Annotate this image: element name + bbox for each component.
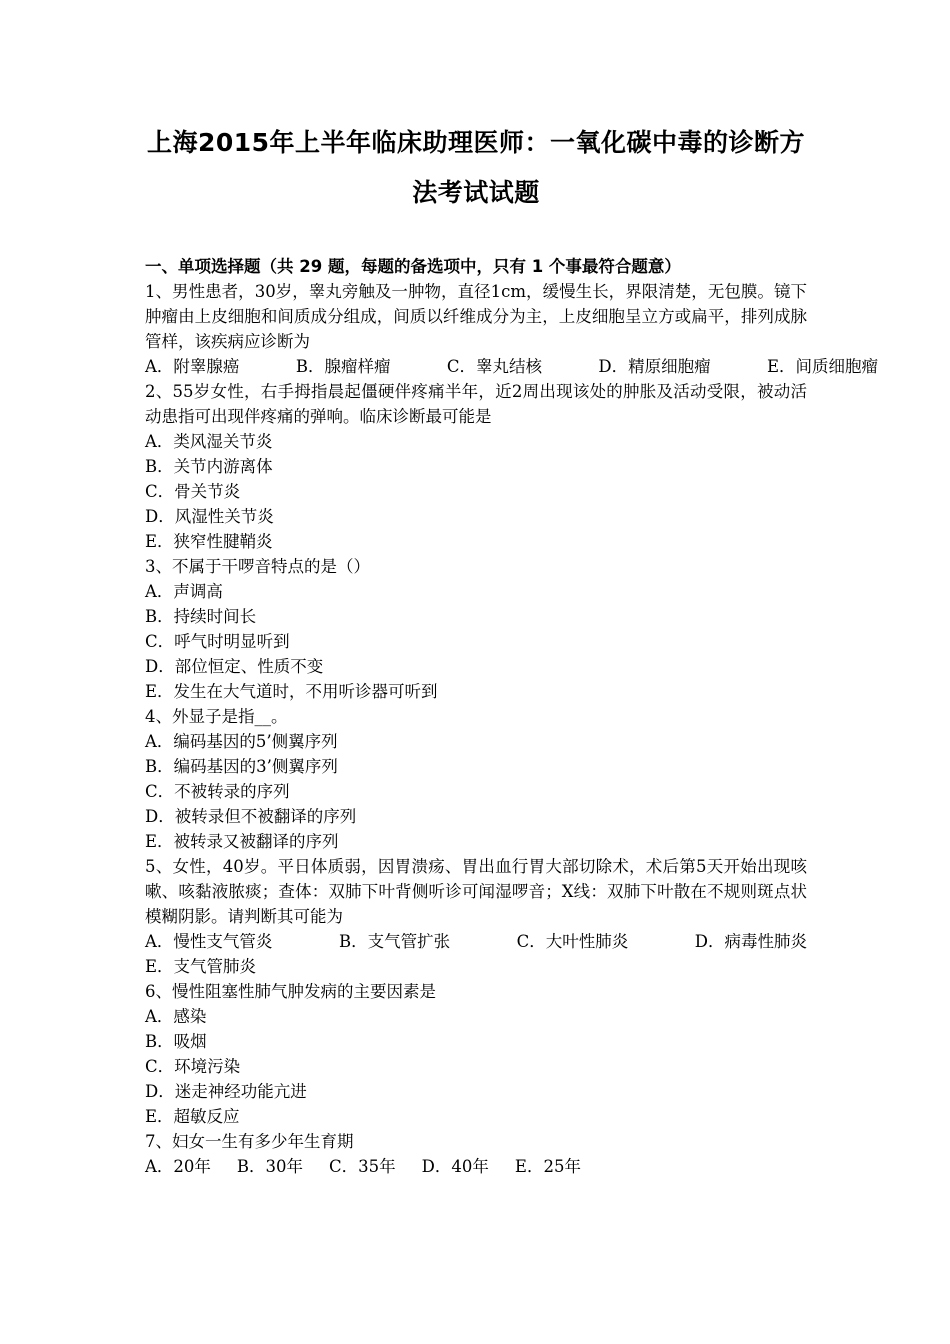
question-stem: 5、女性，40岁。平日体质弱，因胃溃疡、胃出血行胃大部切除术，术后第5天开始出现咳嗽、咳黏液脓痰；查体：双肺下叶背侧听诊可闻湿啰音；X线：双肺下叶散在不规则斑点状模糊阴影。请判断其可能为 [145,857,807,926]
option-c: C．呼气时明显听到 [145,632,290,651]
option-d: D．部位恒定、性质不变 [145,657,324,676]
title-line-2: 法考试试题 [412,178,540,207]
question-5 [145,854,807,979]
option-e: E．被转录又被翻译的序列 [145,832,339,851]
option-a: A．感染 [145,1007,207,1026]
option-e: E．25年 [514,1157,581,1176]
option-a: A．慢性支气管炎 [145,932,273,951]
question-stem: 3、不属于干啰音特点的是（） [145,557,370,576]
option-b: B．持续时间长 [145,607,257,626]
title-line-1: 上海2015年上半年临床助理医师：一氧化碳中毒的诊断方 [146,128,806,157]
question-3 [145,554,807,704]
question-2 [145,379,807,554]
option-b: B．吸烟 [145,1032,207,1051]
option-a: A．声调高 [145,582,223,601]
option-a: A．附睾腺癌 [145,357,240,376]
option-a: A．类风湿关节炎 [145,432,273,451]
section-header: 一、单项选择题（共 29 题，每题的备选项中，只有 1 个事最符合题意） [145,257,681,276]
option-e: E．支气管肺炎 [145,957,257,976]
option-e: E．发生在大气道时，不用听诊器可听到 [145,682,438,701]
question-6 [145,979,807,1129]
option-b: B．30年 [236,1157,304,1176]
option-d: D．被转录但不被翻译的序列 [145,807,357,826]
option-c: C．大叶性肺炎 [516,932,629,951]
option-d: D．精原细胞瘤 [598,357,711,376]
question-4 [145,704,807,854]
document-title [145,118,807,218]
option-c: C．骨关节炎 [145,482,241,501]
question-stem: 6、慢性阻塞性肺气肿发病的主要因素是 [145,982,436,1001]
option-c: C．35年 [329,1157,396,1176]
question-stem: 1、男性患者，30岁，睾丸旁触及一肿物，直径1cm，缓慢生长，界限清楚，无包膜。镜下肿瘤由上皮细胞和间质成分组成，间质以纤维成分为主，上皮细胞呈立方或扁平，排列成脉管样，该疾病应诊断为 [145,282,807,351]
option-e: E．狭窄性腱鞘炎 [145,532,273,551]
option-group [145,1154,807,1179]
question-7 [145,1129,807,1179]
option-d: D．病毒性肺炎 [694,932,807,951]
option-b: B．关节内游离体 [145,457,273,476]
option-c: C．睾丸结核 [446,357,542,376]
question-1 [145,279,879,379]
option-c: C．环境污染 [145,1057,241,1076]
question-stem: 7、妇女一生有多少年生育期 [145,1132,354,1151]
option-b: B．支气管扩张 [338,932,451,951]
option-d: D．风湿性关节炎 [145,507,274,526]
question-stem: 2、55岁女性，右手拇指晨起僵硬伴疼痛半年，近2周出现该处的肿胀及活动受限，被动活动患指可出现伴疼痛的弹响。临床诊断最可能是 [145,382,807,426]
option-group [145,354,879,379]
option-group [145,929,807,954]
option-c: C．不被转录的序列 [145,782,290,801]
document-page [145,118,879,1179]
option-d: D．迷走神经功能亢进 [145,1082,307,1101]
option-a: A．20年 [145,1157,211,1176]
option-e: E．间质细胞瘤 [766,357,879,376]
option-b: B．腺瘤样瘤 [295,357,391,376]
question-stem: 4、外显子是指__。 [145,707,288,726]
option-e: E．超敏反应 [145,1107,240,1126]
option-a: A．编码基因的5’侧翼序列 [145,732,338,751]
option-b: B．编码基因的3’侧翼序列 [145,757,338,776]
option-d: D．40年 [421,1157,489,1176]
